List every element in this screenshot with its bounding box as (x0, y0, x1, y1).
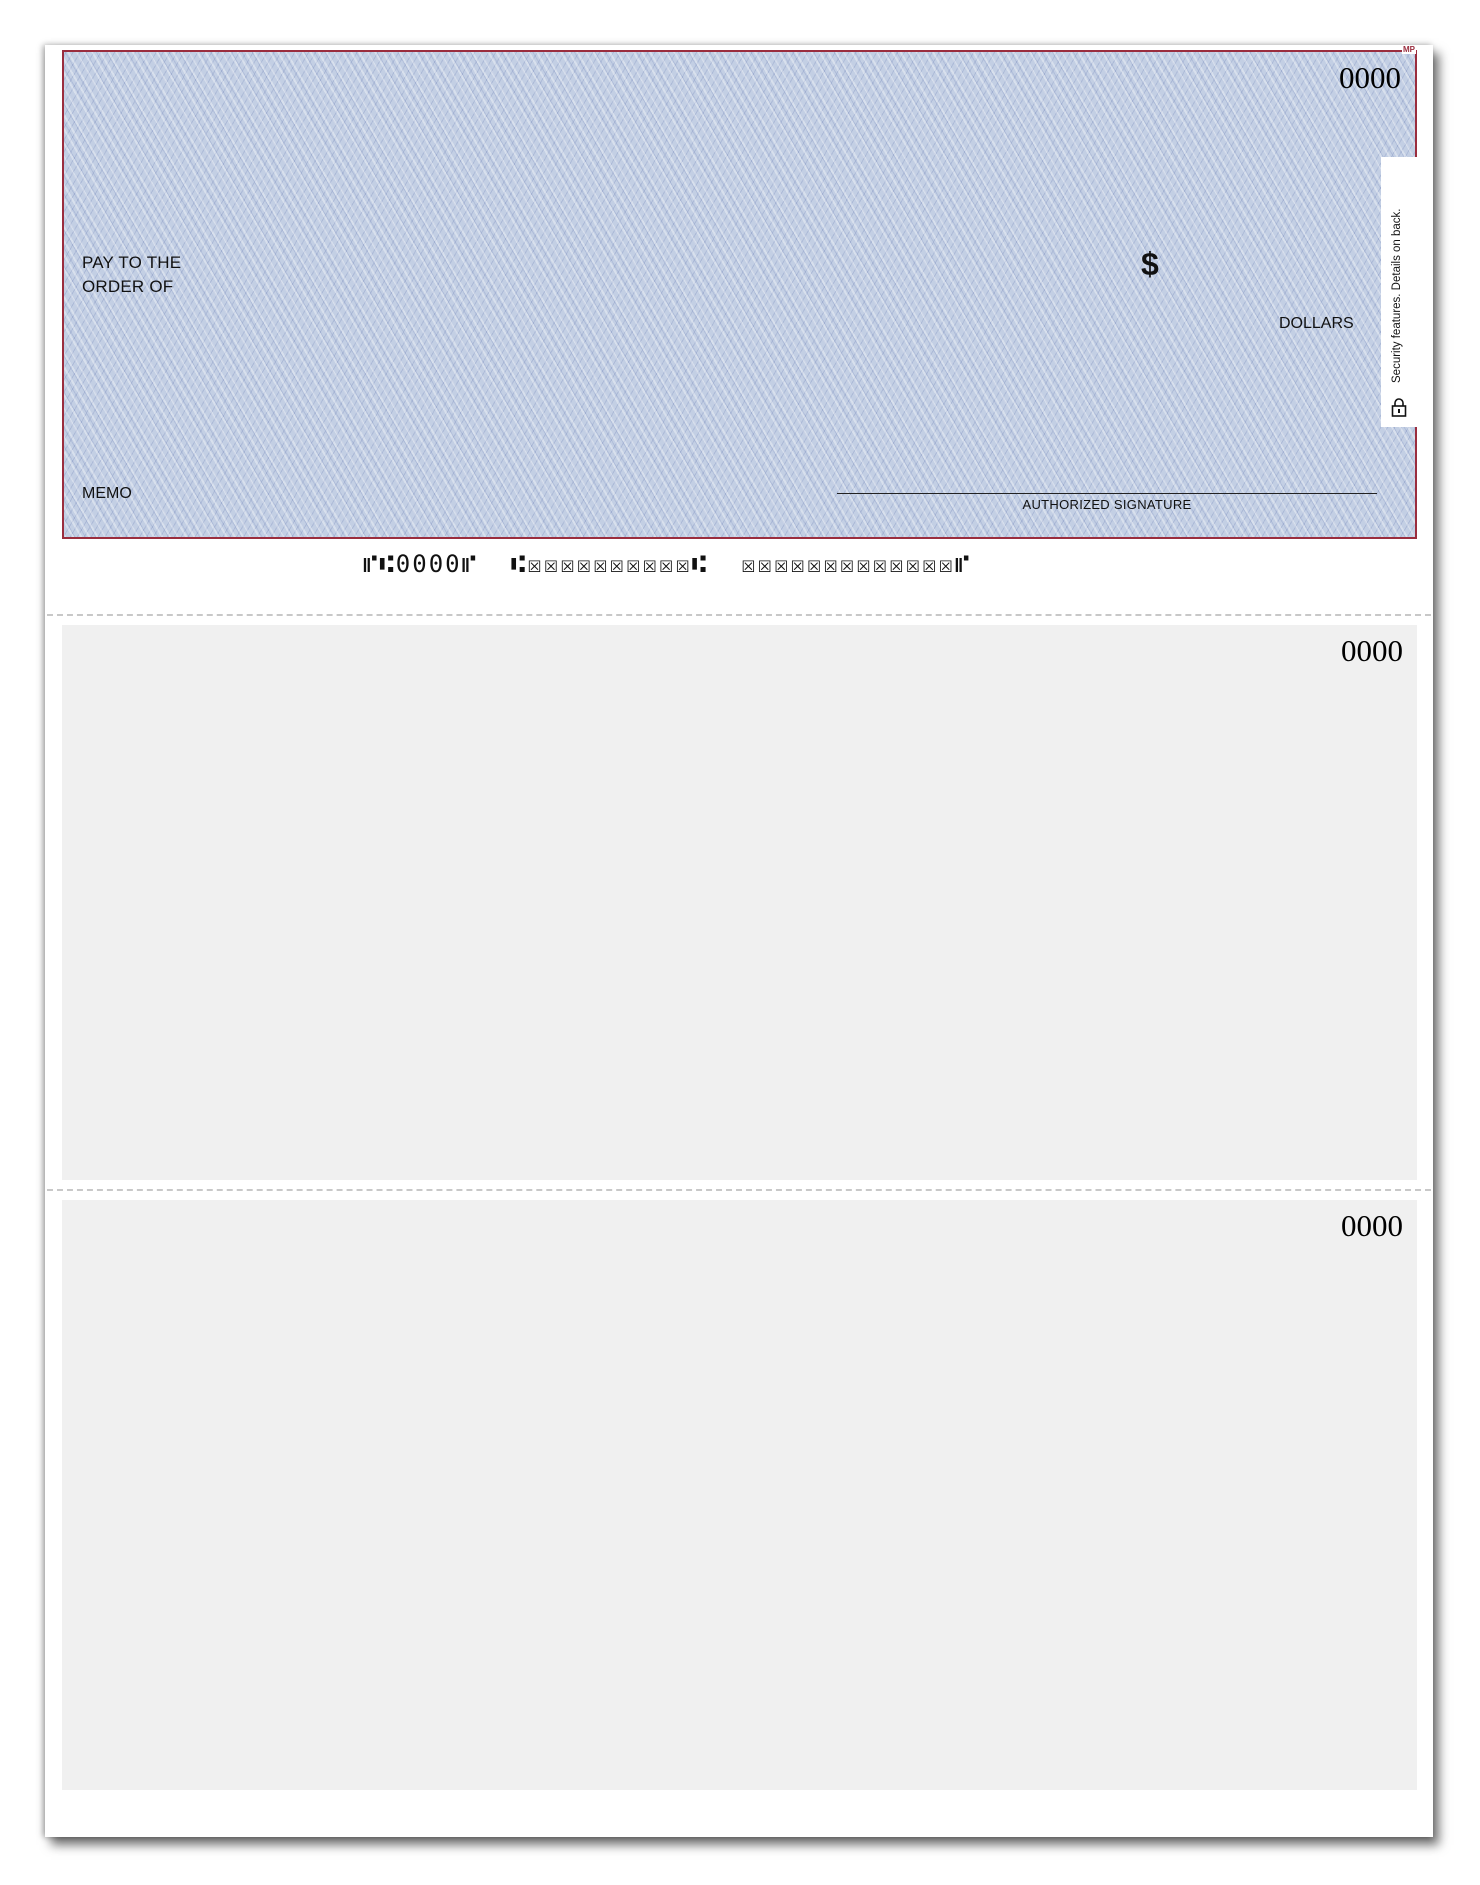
pay-to-line-1: PAY TO THE (82, 253, 182, 272)
check-face (62, 45, 1417, 539)
signature-label: AUTHORIZED SIGNATURE (1022, 497, 1192, 512)
perforation-line-1 (47, 614, 1431, 616)
check-page (45, 45, 1433, 1837)
micr-line: ⑈⑆0000⑈ ⑆☒☒☒☒☒☒☒☒☒☒⑆ ☒☒☒☒☒☒☒☒☒☒☒☒☒⑈ (363, 550, 972, 578)
signature-line (837, 493, 1377, 494)
pay-to-label (82, 251, 181, 299)
security-strip (1381, 157, 1417, 427)
check-number: 0000 (1339, 60, 1401, 95)
dollars-label: DOLLARS (1279, 315, 1354, 332)
stub-2 (62, 1200, 1417, 1790)
pay-to-line-2: ORDER OF (82, 277, 174, 296)
stub-1-number: 0000 (1341, 633, 1403, 668)
security-note: Security features. Details on back. (1391, 208, 1403, 383)
dollar-sign: $ (1141, 246, 1159, 282)
stub-1 (62, 625, 1417, 1180)
padlock-icon (1391, 397, 1407, 417)
mp-mark: MP (1403, 45, 1415, 54)
perforation-line-2 (47, 1189, 1431, 1191)
stub-2-number: 0000 (1341, 1208, 1403, 1243)
memo-label: MEMO (82, 485, 132, 502)
